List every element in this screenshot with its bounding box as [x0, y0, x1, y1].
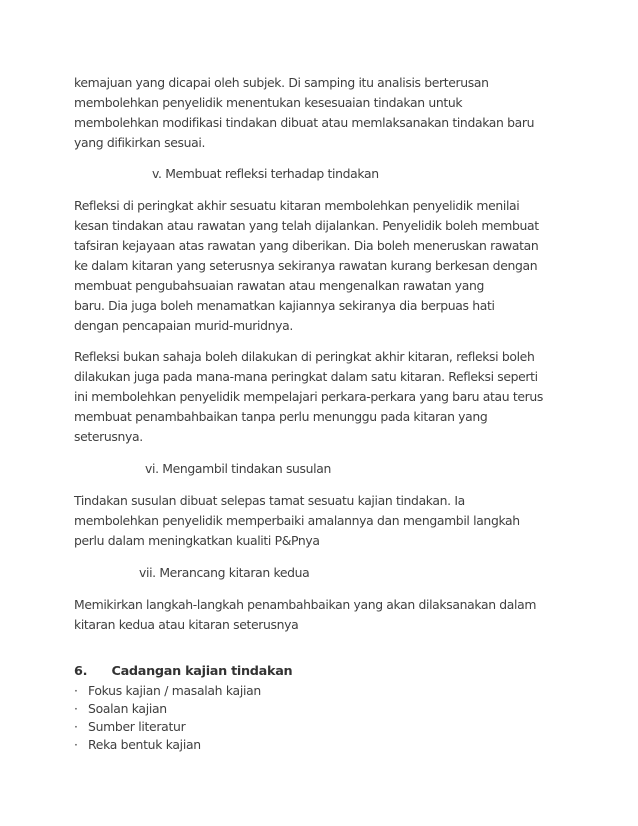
paragraph-2-line-3: tafsiran kejayaan atas rawatan yang diberikan. Dia boleh meneruskan rawatan [74, 238, 539, 253]
paragraph-2-line-5: membuat pengubahsuaian rawatan atau mengenalkan rawatan yang [74, 278, 485, 293]
paragraph-2-line-4: ke dalam kitaran yang seterusnya sekiranya rawatan kurang berkesan dengan [74, 258, 538, 273]
bullet-item [74, 719, 185, 735]
paragraph-4-line-1: Tindakan susulan dibuat selepas tamat sesuatu kajian tindakan. Ia [74, 493, 465, 508]
section-6-number: 6. [74, 664, 88, 679]
paragraph-1-line-4: yang difikirkan sesuai. [74, 135, 206, 150]
bullet-dot-icon: · [74, 719, 78, 734]
paragraph-1-line-3: membolehkan modifikasi tindakan dibuat atau memlaksanakan tindakan baru [74, 115, 535, 130]
section-6-heading [74, 664, 292, 680]
paragraph-5-line-2: kitaran kedua atau kitaran seterusnya [74, 617, 299, 632]
paragraph-1-line-1: kemajuan yang dicapai oleh subjek. Di samping itu analisis berterusan [74, 75, 489, 90]
bullet-label: Fokus kajian / masalah kajian [88, 683, 261, 698]
subheading-vii: vii. Merancang kitaran kedua [139, 565, 310, 580]
paragraph-3-line-3: ini membolehkan penyelidik mempelajari perkara-perkara yang baru atau terus [74, 389, 543, 404]
bullet-dot-icon: · [74, 683, 78, 698]
paragraph-1-line-2: membolehkan penyelidik menentukan kesesuaian tindakan untuk [74, 95, 463, 110]
bullet-label: Soalan kajian [88, 701, 167, 716]
paragraph-4-line-3: perlu dalam meningkatkan kualiti P&Pnya [74, 533, 320, 548]
paragraph-2-line-7: dengan pencapaian murid-muridnya. [74, 318, 293, 333]
paragraph-2-line-6: baru. Dia juga boleh menamatkan kajiannya sekiranya dia berpuas hati [74, 298, 495, 313]
subheading-v: v. Membuat refleksi terhadap tindakan [152, 166, 379, 181]
bullet-dot-icon: · [74, 701, 78, 716]
bullet-item [74, 683, 261, 699]
bullet-label: Reka bentuk kajian [88, 737, 201, 752]
section-6-title: Cadangan kajian tindakan [111, 664, 293, 679]
paragraph-3-line-1: Refleksi bukan sahaja boleh dilakukan di peringkat akhir kitaran, refleksi boleh [74, 349, 535, 364]
paragraph-3-line-4: membuat penambahbaikan tanpa perlu menunggu pada kitaran yang [74, 409, 488, 424]
bullet-item [74, 737, 201, 753]
paragraph-2-line-1: Refleksi di peringkat akhir sesuatu kitaran membolehkan penyelidik menilai [74, 198, 520, 213]
subheading-vi: vi. Mengambil tindakan susulan [145, 461, 331, 476]
paragraph-3-line-2: dilakukan juga pada mana-mana peringkat dalam satu kitaran. Refleksi seperti [74, 369, 538, 384]
paragraph-4-line-2: membolehkan penyelidik memperbaiki amalannya dan mengambil langkah [74, 513, 520, 528]
paragraph-3-line-5: seterusnya. [74, 429, 143, 444]
bullet-item [74, 701, 167, 717]
paragraph-2-line-2: kesan tindakan atau rawatan yang telah dijalankan. Penyelidik boleh membuat [74, 218, 539, 233]
paragraph-5-line-1: Memikirkan langkah-langkah penambahbaikan yang akan dilaksanakan dalam [74, 597, 537, 612]
bullet-label: Sumber literatur [88, 719, 186, 734]
bullet-dot-icon: · [74, 737, 78, 752]
